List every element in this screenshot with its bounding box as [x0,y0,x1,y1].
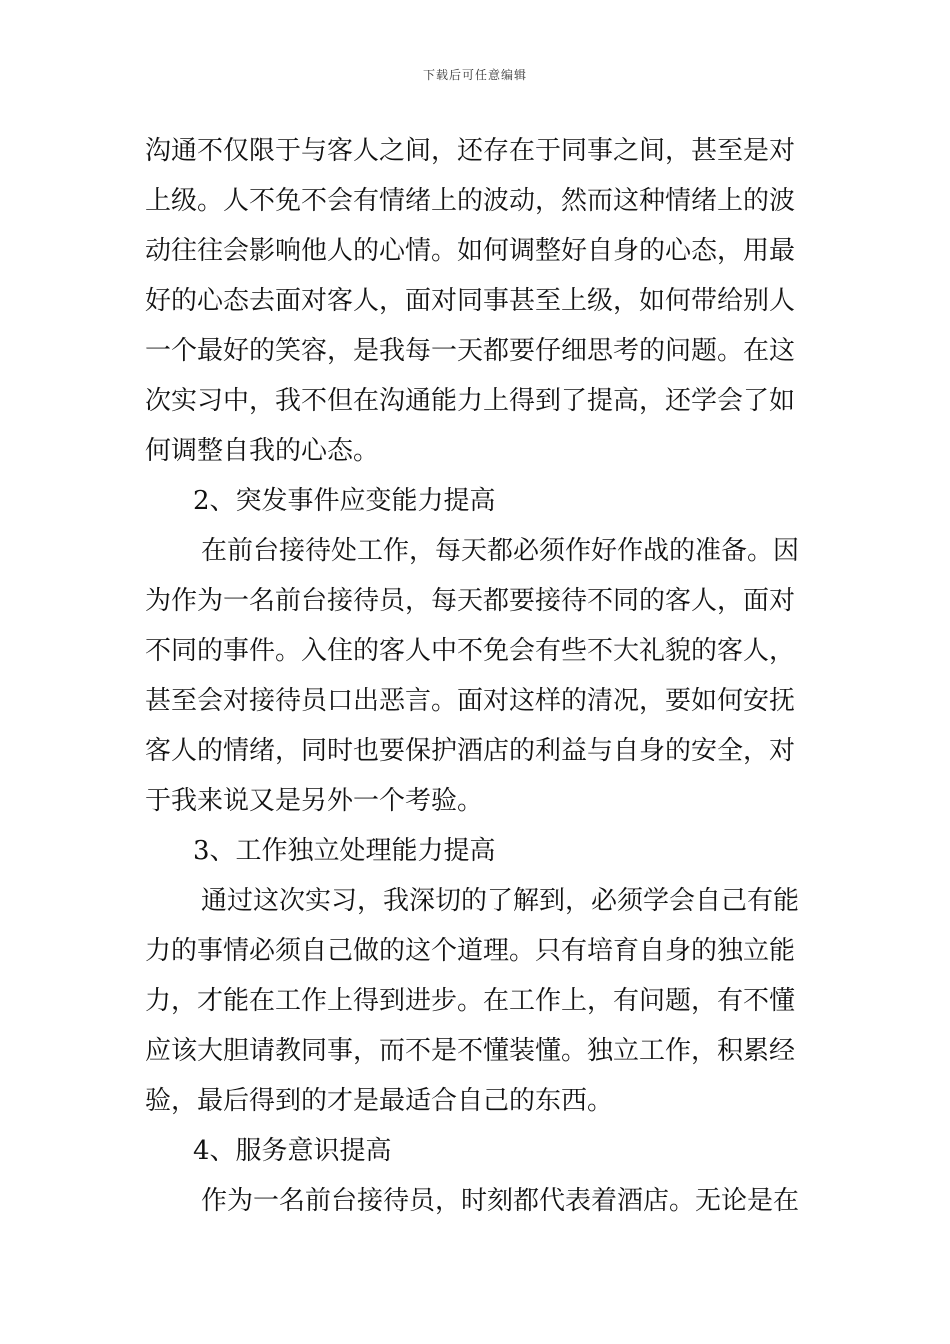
text-line: 验，最后得到的才是最适合自己的东西。 [145,1086,614,1116]
text-line: 为作为一名前台接待员，每天都要接待不同的客人，面对 [145,586,796,616]
text-line: 好的心态去面对客人，面对同事甚至上级，如何带给别人 [145,286,796,316]
text-line: 在前台接待处工作，每天都必须作好作战的准备。因 [201,536,800,566]
text-line: 甚至会对接待员口出恶言。面对这样的清况，要如何安抚 [145,686,796,716]
text-line: 通过这次实习，我深切的了解到，必须学会自己有能 [201,886,800,916]
text-line: 作为一名前台接待员，时刻都代表着酒店。无论是在 [201,1186,800,1216]
text-line: 动往往会影响他人的心情。如何调整好自身的心态，用最 [145,236,796,266]
text-line: 何调整自我的心态。 [145,436,380,466]
text-line: 应该大胆请教同事，而不是不懂装懂。独立工作，积累经 [145,1036,796,1066]
text-line: 于我来说又是另外一个考验。 [145,786,484,816]
document-body [145,126,810,1226]
text-line: 次实习中，我不但在沟通能力上得到了提高，还学会了如 [145,386,796,416]
section-heading: 4、服务意识提高 [193,1136,392,1166]
section-heading: 3、工作独立处理能力提高 [193,836,496,866]
text-line: 客人的情绪，同时也要保护酒店的利益与自身的安全，对 [145,736,796,766]
text-line: 不同的事件。入住的客人中不免会有些不大礼貌的客人， [145,636,796,666]
header-note: 下载后可任意编辑 [422,68,527,82]
text-line: 一个最好的笑容，是我每一天都要仔细思考的问题。在这 [145,336,796,366]
section-heading: 2、突发事件应变能力提高 [193,486,496,516]
text-line: 力的事情必须自己做的这个道理。只有培育自身的独立能 [145,936,796,966]
text-line: 上级。人不免不会有情绪上的波动，然而这种情绪上的波 [145,186,796,216]
text-line: 沟通不仅限于与客人之间，还存在于同事之间，甚至是对 [145,136,796,166]
text-line: 力，才能在工作上得到进步。在工作上，有问题，有不懂 [145,986,796,1016]
